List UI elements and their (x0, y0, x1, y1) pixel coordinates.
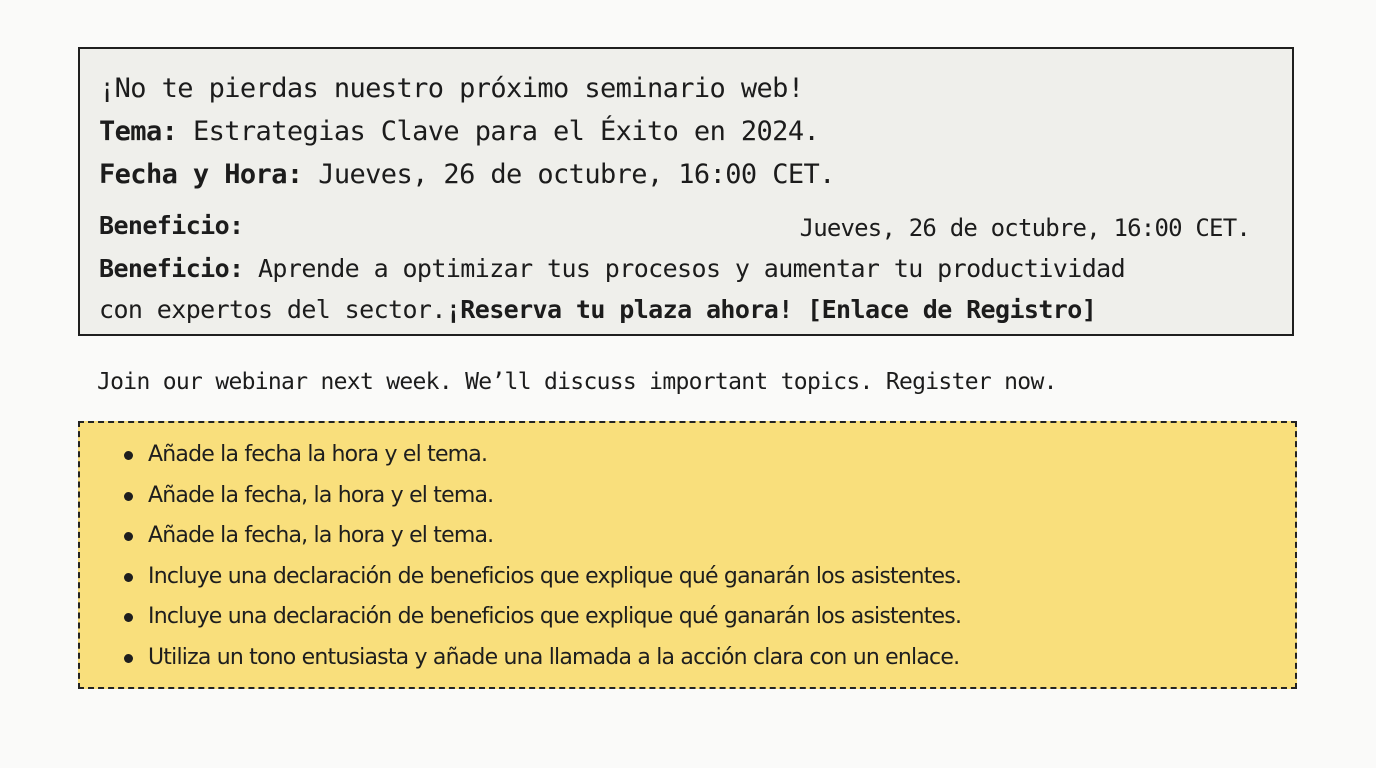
checklist-item-text: Utiliza un tono entusiasta y añade una llamada a la acción clara con un enlace. (148, 644, 960, 670)
checklist-item (124, 520, 961, 561)
checklist-item-text: Incluye una declaración de beneficios que explique qué ganarán los asistentes. (148, 563, 962, 589)
plain-announcement-text: Join our webinar next week. We’ll discuss important topics. Register now. (97, 369, 1057, 395)
date-time-line (99, 159, 835, 191)
checklist-item (124, 439, 961, 480)
benefit-label: Beneficio: (99, 254, 244, 283)
bullet-icon (124, 451, 133, 460)
checklist-item (124, 561, 961, 602)
bullet-icon (124, 613, 133, 622)
checklist-item-text: Añade la fecha, la hora y el tema. (148, 523, 494, 548)
checklist-item (124, 601, 961, 642)
date-time-value: Jueves, 26 de octubre, 16:00 CET. (318, 159, 835, 190)
checklist-item (124, 642, 961, 683)
checklist-item-text: Incluye una declaración de beneficios que explique qué ganarán los asistentes. (148, 604, 962, 629)
benefit-continuation: con expertos del sector. (99, 295, 446, 324)
intro-line: ¡No te pierdas nuestro próximo seminario web! (99, 73, 804, 104)
webinar-announcement-box (78, 47, 1294, 336)
bullet-icon (124, 573, 133, 582)
bullet-icon (124, 492, 133, 501)
cta-line (99, 294, 1096, 326)
bullet-icon (124, 654, 133, 663)
checklist (124, 439, 961, 682)
bullet-icon (124, 532, 133, 541)
topic-value: Estrategias Clave para el Éxito en 2024. (192, 116, 820, 147)
checklist-item (124, 480, 961, 521)
benefit-duplicate-date-value: Jueves, 26 de octubre, 16:00 CET. (799, 214, 1250, 242)
benefit-value: Aprende a optimizar tus procesos y aumentar tu productividad (257, 254, 1126, 283)
topic-line (99, 116, 819, 148)
checklist-box (78, 421, 1297, 689)
date-time-label: Fecha y Hora: (99, 159, 303, 190)
checklist-item-text: Añade la fecha, la hora y el tema. (148, 482, 494, 508)
cta-text: ¡Reserva tu plaza ahora! (445, 295, 793, 324)
topic-label: Tema: (99, 116, 178, 147)
registration-link[interactable]: [Enlace de Registro] (807, 295, 1097, 324)
checklist-item-text: Añade la fecha la hora y el tema. (148, 442, 488, 467)
benefit-line-duplicate (99, 210, 244, 242)
benefit-line (99, 253, 1125, 285)
benefit-label-duplicate: Beneficio: (99, 211, 244, 240)
